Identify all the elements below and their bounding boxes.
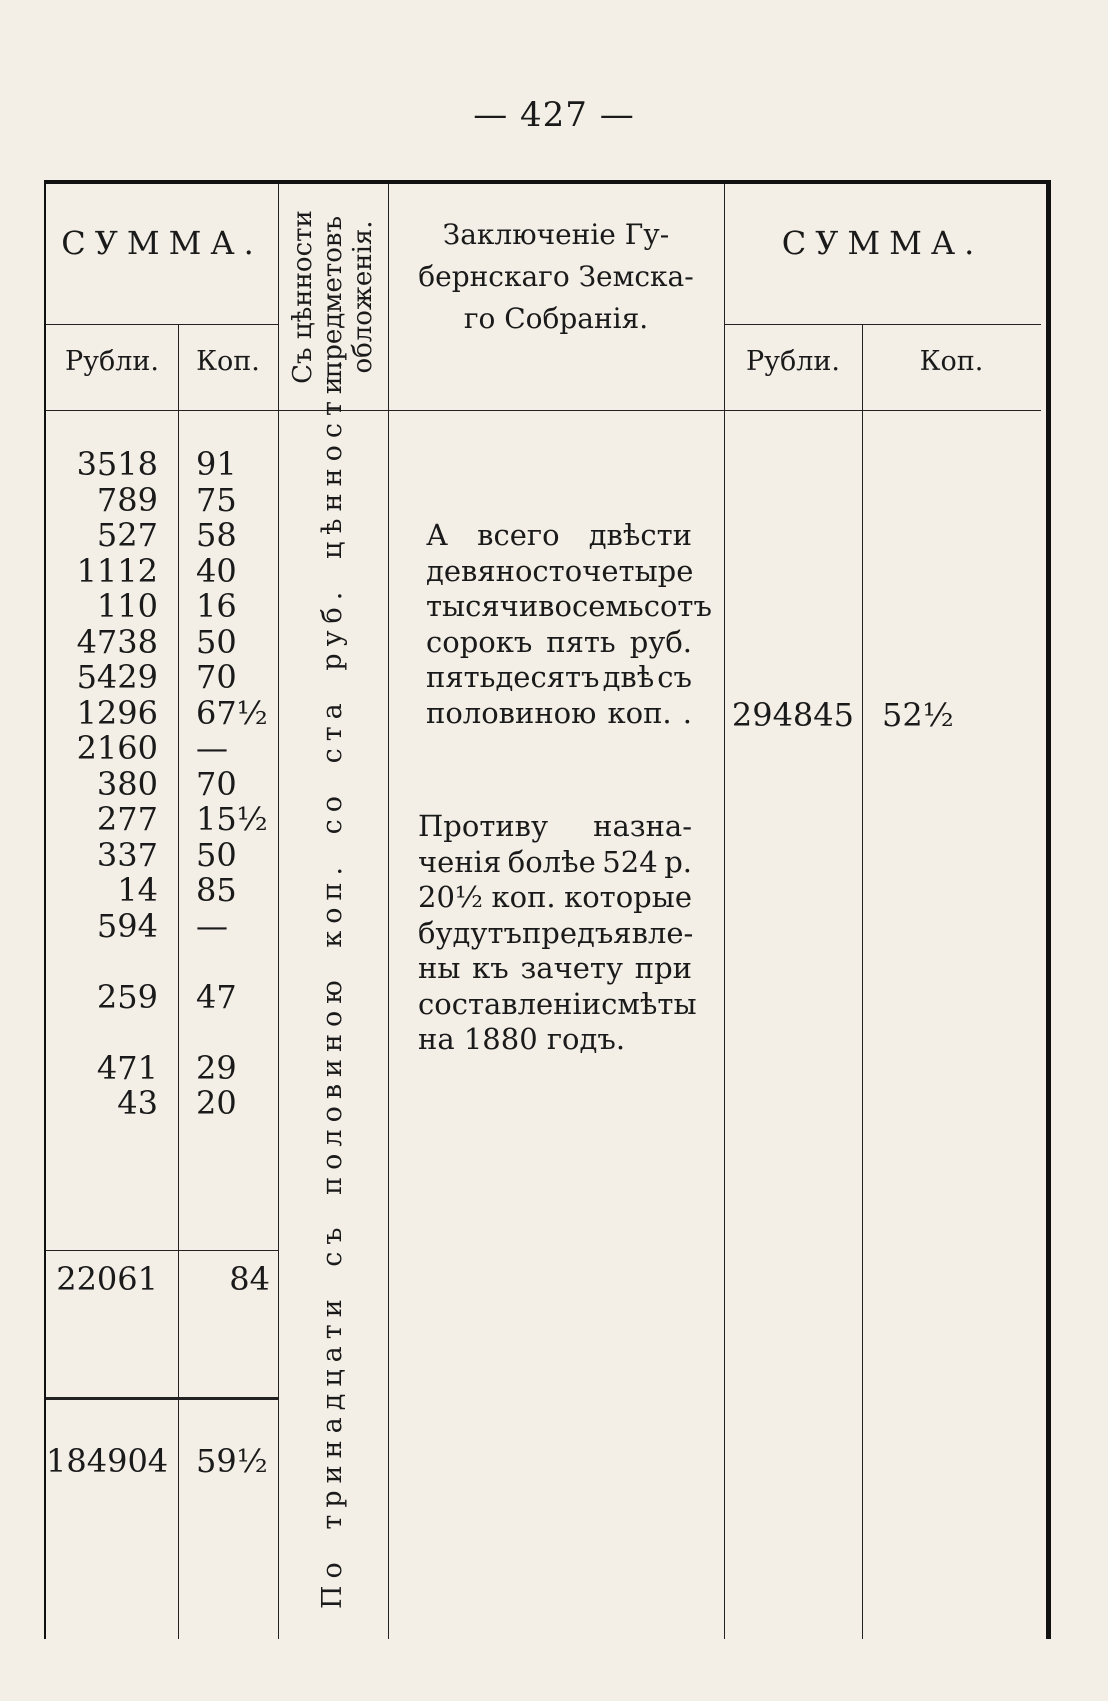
kopecks-right-header: Коп. [919, 346, 984, 377]
conclusion-line: половиною коп. . [426, 695, 692, 730]
row-kopecks: 40 [196, 551, 237, 590]
header-bottom-rule [46, 410, 1041, 411]
row-rubles: 43 [117, 1084, 158, 1122]
conclusion-header-line: бернскаго Земска- [418, 260, 694, 293]
conclusion-line: Противу назна- [418, 809, 692, 843]
row-rubles [46, 944, 158, 980]
row-kopecks: 15½ [196, 800, 268, 838]
row-kopecks: — [196, 906, 228, 945]
conclusion-line: ченія болѣе 524 р. [418, 844, 692, 879]
divider-rub-kop-left [178, 324, 179, 1639]
row-kopecks: 29 [196, 1048, 237, 1087]
valuation-header-line: Съ цѣнности [288, 210, 318, 384]
row-kopecks: 75 [196, 480, 237, 519]
row-rubles: 3518 [76, 445, 158, 483]
rubles-right-header: Рубли. [745, 346, 841, 377]
subtotal-rule [46, 1250, 278, 1251]
row-rubles: 277 [96, 800, 158, 838]
conclusion-header-line: Заключеніе Гу- [442, 218, 670, 251]
sum-left-header: СУММА. [61, 224, 263, 262]
row-kopecks: 50 [196, 835, 237, 874]
conclusion-line: пятьдесятъ двѣ съ [426, 660, 692, 694]
row-kopecks: 47 [196, 977, 237, 1016]
row-rubles: 5429 [76, 658, 158, 696]
conclusion-header [388, 214, 724, 340]
subtotal-kopecks: 84 [229, 1260, 270, 1298]
row-kopecks: 70 [196, 658, 237, 696]
conclusion-line: 20½ коп. которые [418, 880, 692, 914]
conclusion-line: сорокъ пять руб. [426, 624, 692, 659]
rule-sum-right [724, 324, 1041, 325]
conclusion-line: А всего двѣсти [426, 518, 692, 552]
budget-table [44, 180, 1051, 1639]
rubles-left-header: Рубли. [64, 346, 160, 377]
row-kopecks: 67½ [196, 693, 268, 732]
row-rubles: 14 [117, 871, 158, 909]
divider-conclusion-left [388, 184, 389, 1639]
row-kopecks: 20 [196, 1084, 237, 1122]
total-rule [46, 1397, 278, 1400]
conclusion-paragraph-1 [426, 518, 712, 731]
page-number: — 427 — [473, 95, 635, 135]
conclusion-line: составленіи смѣты [418, 986, 697, 1021]
row-kopecks: 50 [196, 622, 237, 661]
right-total-rubles: 294845 [731, 696, 854, 734]
rule-sum-left [46, 324, 278, 325]
row-rubles: 471 [96, 1048, 158, 1087]
tax-rate-text: По тринадцати съ половиною коп. со ста руб. цѣнности. [317, 353, 348, 1609]
row-rubles: 789 [96, 480, 158, 519]
conclusion-line: тысячи восемьсотъ [426, 589, 712, 623]
total-rubles: 184904 [46, 1442, 169, 1480]
conclusion-line: на 1880 годъ. [418, 1022, 626, 1056]
row-rubles: 380 [96, 764, 158, 803]
row-kopecks: — [196, 729, 228, 767]
conclusion-line: ны къ зачету при [418, 951, 692, 985]
rubles-column [46, 447, 158, 1122]
row-rubles: 527 [96, 516, 158, 554]
total-kopecks: 59½ [196, 1442, 268, 1480]
row-rubles: 594 [96, 906, 158, 945]
row-kopecks: 70 [196, 764, 237, 803]
kopecks-left-header: Коп. [196, 346, 260, 377]
row-rubles: 1112 [76, 551, 158, 590]
row-rubles: 2160 [76, 729, 158, 767]
row-rubles [46, 1015, 158, 1051]
row-rubles: 259 [96, 977, 158, 1016]
row-rubles: 4738 [76, 622, 158, 661]
divider-conclusion-right [724, 184, 725, 1639]
row-kopecks: 16 [196, 587, 237, 625]
kopecks-column [196, 447, 276, 1122]
row-kopecks [196, 944, 276, 980]
row-kopecks: 85 [196, 871, 237, 909]
row-kopecks [196, 1015, 276, 1051]
row-kopecks: 91 [196, 445, 237, 483]
divider-rub-kop-right [862, 324, 863, 1639]
right-total-kopecks: 52½ [882, 696, 954, 734]
valuation-header-line: предметовъ [318, 215, 348, 379]
row-rubles: 337 [96, 835, 158, 874]
conclusion-line: будутъ предъявле- [418, 915, 694, 950]
row-kopecks: 58 [196, 516, 237, 554]
row-rubles: 110 [96, 587, 158, 625]
sum-right-header: СУММА. [781, 224, 984, 262]
row-rubles: 1296 [76, 693, 158, 732]
subtotal-rubles: 22061 [56, 1260, 158, 1298]
conclusion-header-line: го Собранія. [463, 302, 649, 335]
valuation-header-line: обложенія. [348, 220, 378, 374]
divider-valuation-left [278, 184, 279, 1639]
conclusion-paragraph-2 [418, 809, 697, 1058]
conclusion-line: девяносто четыре [426, 553, 694, 588]
